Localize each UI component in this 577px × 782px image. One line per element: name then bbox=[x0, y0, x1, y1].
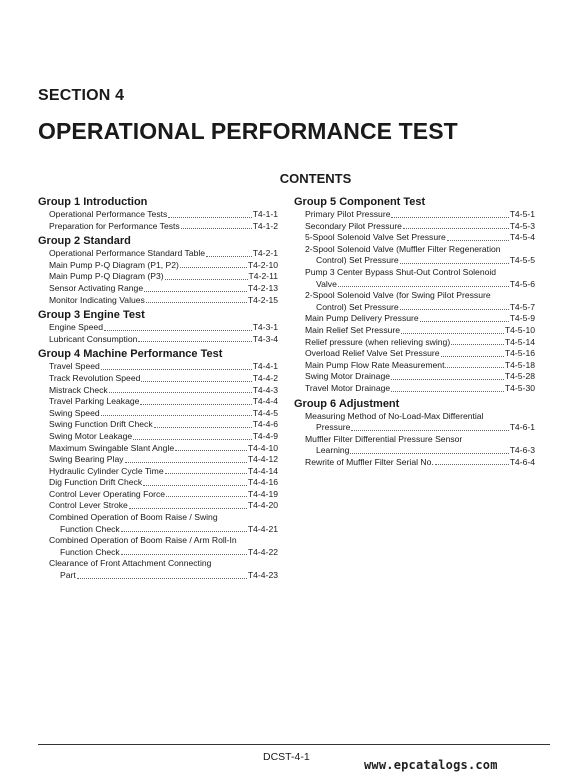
toc-entry[interactable] bbox=[38, 334, 278, 346]
dot-leader bbox=[138, 341, 251, 342]
dot-leader bbox=[391, 217, 508, 218]
toc-entry[interactable] bbox=[294, 244, 535, 267]
toc-entry[interactable] bbox=[38, 500, 278, 512]
toc-entry-text: Swing Motor Drainage bbox=[305, 371, 391, 382]
toc-group-title: Group 5 Component Test bbox=[294, 196, 426, 208]
toc-entry[interactable] bbox=[38, 260, 278, 272]
toc-entry-text: Overload Relief Valve Set Pressure bbox=[305, 348, 440, 359]
toc-entry[interactable] bbox=[294, 290, 535, 313]
toc-entry-text: Engine Speed bbox=[49, 322, 103, 333]
dot-leader bbox=[391, 379, 504, 380]
toc-entry-page: T4-4-19 bbox=[247, 488, 278, 499]
toc-entry-text: Mistrack Check bbox=[49, 384, 108, 395]
toc-entry[interactable] bbox=[294, 434, 535, 457]
toc-entry-page: T4-4-1 bbox=[252, 361, 278, 372]
toc-entry[interactable] bbox=[38, 295, 278, 307]
toc-group-title: Group 4 Machine Performance Test bbox=[38, 348, 223, 361]
toc-entry-page: T4-4-22 bbox=[247, 546, 278, 557]
toc-entry-text: Swing Bearing Play bbox=[49, 454, 124, 465]
toc-entry-text: Maximum Swingable Slant Angle bbox=[49, 442, 175, 453]
toc-entry-text-line1: Measuring Method of No-Load-Max Differential bbox=[305, 410, 484, 421]
toc-entry-page: T4-4-2 bbox=[252, 372, 278, 383]
toc-entry-text: Travel Speed bbox=[49, 361, 100, 372]
toc-entry-page: T4-4-9 bbox=[252, 430, 278, 441]
toc-entry[interactable] bbox=[38, 209, 278, 221]
toc-entry[interactable] bbox=[38, 408, 278, 420]
toc-entry-page: T4-1-2 bbox=[252, 220, 278, 231]
toc-entry-text: Pressure bbox=[316, 422, 351, 433]
toc-entry-page: T4-3-4 bbox=[252, 333, 278, 344]
dot-leader bbox=[403, 228, 509, 229]
toc-entry-page: T4-4-21 bbox=[247, 523, 278, 534]
toc-entry-text: Travel Motor Drainage bbox=[305, 382, 391, 393]
dot-leader bbox=[101, 415, 252, 416]
toc-entry-text-line1: Combined Operation of Boom Raise / Arm Roll-In bbox=[49, 535, 237, 546]
toc-entry[interactable] bbox=[38, 535, 278, 558]
toc-entry-text: Preparation for Performance Tests bbox=[49, 220, 180, 231]
toc-entry[interactable] bbox=[294, 371, 535, 383]
toc-entry-text: Main Pump Delivery Pressure bbox=[305, 313, 419, 324]
toc-entry-page: T4-5-28 bbox=[504, 371, 535, 382]
toc-entry-text: Lubricant Consumption bbox=[49, 333, 138, 344]
dot-leader bbox=[206, 256, 252, 257]
dot-leader bbox=[451, 344, 504, 345]
toc-entry-text: Monitor Indicating Values bbox=[49, 294, 145, 305]
dot-leader bbox=[104, 330, 252, 331]
toc-group-title: Group 1 Introduction bbox=[38, 196, 148, 208]
toc-entry-text: Control Lever Stroke bbox=[49, 500, 128, 511]
toc-entry[interactable] bbox=[38, 477, 278, 489]
toc-entry[interactable] bbox=[294, 457, 535, 469]
dot-leader bbox=[154, 427, 252, 428]
dot-leader bbox=[144, 291, 247, 292]
toc-entry-page: T4-2-11 bbox=[248, 271, 278, 282]
toc-entry[interactable] bbox=[38, 466, 278, 478]
toc-entry-page: T4-4-14 bbox=[247, 465, 278, 476]
dot-leader bbox=[146, 302, 247, 303]
toc-entry[interactable] bbox=[38, 558, 278, 581]
toc-group bbox=[38, 309, 278, 345]
toc-entry-text-line1: Combined Operation of Boom Raise / Swing bbox=[49, 512, 218, 523]
toc-entry[interactable] bbox=[38, 396, 278, 408]
toc-entry-page: T4-6-4 bbox=[509, 456, 535, 467]
toc-group bbox=[38, 196, 278, 232]
toc-entry[interactable] bbox=[38, 443, 278, 455]
page-number: DCST-4-1 bbox=[263, 751, 310, 763]
toc-entry[interactable] bbox=[38, 419, 278, 431]
toc-entry[interactable] bbox=[38, 361, 278, 373]
toc-entry-page: T4-5-14 bbox=[504, 336, 535, 347]
toc-entry-text: Main Relief Set Pressure bbox=[305, 324, 401, 335]
dot-leader bbox=[140, 404, 251, 405]
dot-leader bbox=[129, 508, 247, 509]
toc-entry-text: Operational Performance Tests bbox=[49, 209, 168, 219]
toc-entry-page: T4-2-1 bbox=[252, 248, 278, 259]
toc-entry-text: Control) Set Pressure bbox=[316, 301, 399, 312]
toc-column-left bbox=[38, 196, 278, 582]
dot-leader bbox=[350, 453, 508, 454]
toc-entry[interactable] bbox=[294, 411, 535, 434]
toc-entry-page: T4-2-13 bbox=[247, 282, 278, 293]
toc-entry[interactable] bbox=[38, 373, 278, 385]
toc-entry-text: Dig Function Drift Check bbox=[49, 477, 143, 488]
toc-entry[interactable] bbox=[38, 322, 278, 334]
toc-entry-text: Swing Motor Leakage bbox=[49, 430, 133, 441]
toc-entry[interactable] bbox=[38, 385, 278, 397]
toc-entry-page: T4-5-18 bbox=[504, 359, 535, 370]
toc-entry[interactable] bbox=[294, 360, 535, 372]
toc-entry[interactable] bbox=[294, 267, 535, 290]
toc-entry[interactable] bbox=[38, 271, 278, 283]
toc-entry-page: T4-2-10 bbox=[247, 259, 278, 270]
toc-entry-page: T4-5-4 bbox=[509, 232, 535, 243]
toc-entry-text: Main Pump Flow Rate Measurement bbox=[305, 359, 445, 370]
toc-entry-text-line1: Clearance of Front Attachment Connecting bbox=[49, 558, 212, 569]
toc-entry-text: Travel Parking Leakage bbox=[49, 396, 140, 407]
dot-leader bbox=[166, 496, 247, 497]
toc-group-title: Group 3 Engine Test bbox=[38, 309, 145, 322]
toc-entry-page: T4-4-5 bbox=[252, 407, 278, 418]
dot-leader bbox=[400, 309, 509, 310]
toc-entry-page: T4-5-6 bbox=[509, 278, 535, 289]
toc-group bbox=[38, 348, 278, 581]
toc-entry[interactable] bbox=[294, 348, 535, 360]
dot-leader bbox=[165, 473, 247, 474]
dot-leader bbox=[141, 381, 251, 382]
dot-leader bbox=[77, 578, 247, 579]
dot-leader bbox=[401, 333, 504, 334]
toc-entry-page: T4-4-16 bbox=[247, 477, 278, 488]
toc-entry-text-line1: 2-Spool Solenoid Valve (for Swing Pilot Pressure bbox=[305, 290, 491, 301]
toc-entry-text: Primary Pilot Pressure bbox=[305, 209, 391, 219]
dot-leader bbox=[447, 240, 509, 241]
toc-entry-page: T4-5-7 bbox=[509, 301, 535, 312]
toc-entry[interactable] bbox=[38, 454, 278, 466]
toc-entry[interactable] bbox=[38, 431, 278, 443]
toc-entry-page: T4-4-4 bbox=[252, 396, 278, 407]
toc-entry[interactable] bbox=[294, 221, 535, 233]
toc-entry-page: T4-5-1 bbox=[509, 209, 535, 219]
toc-entry-text-line1: Muffler Filter Differential Pressure Sensor bbox=[305, 433, 463, 444]
toc-entry-text: Rewrite of Muffler Filter Serial No. bbox=[305, 456, 434, 467]
toc-entry-page: T4-6-1 bbox=[509, 422, 535, 433]
contents-label: CONTENTS bbox=[279, 171, 352, 186]
toc-entry[interactable] bbox=[294, 383, 535, 395]
toc-entry-text: Relief pressure (when relieving swing) bbox=[305, 336, 451, 347]
toc-entry-page: T4-4-23 bbox=[247, 570, 278, 581]
toc-group bbox=[294, 196, 535, 395]
toc-entry-text: Main Pump P-Q Diagram (P1, P2) bbox=[49, 259, 179, 270]
toc-entry[interactable] bbox=[38, 283, 278, 295]
dot-leader bbox=[165, 279, 248, 280]
dot-leader bbox=[441, 356, 504, 357]
toc-entry-page: T4-3-1 bbox=[252, 322, 278, 333]
toc-entry[interactable] bbox=[294, 232, 535, 244]
toc-entry[interactable] bbox=[38, 489, 278, 501]
toc-entry-page: T4-5-5 bbox=[509, 255, 535, 266]
toc-entry-text-line1: Pump 3 Center Bypass Shut-Out Control Solenoid bbox=[305, 266, 497, 277]
dot-leader bbox=[445, 367, 503, 368]
dot-leader bbox=[121, 531, 247, 532]
toc-entry-text: Control) Set Pressure bbox=[316, 255, 399, 266]
toc-entry-text: Function Check bbox=[60, 546, 120, 557]
toc-entry[interactable] bbox=[294, 337, 535, 349]
toc-entry-text: Part bbox=[60, 570, 76, 581]
toc-entry-page: T4-5-30 bbox=[504, 382, 535, 393]
toc-entry-text: Learning bbox=[316, 445, 350, 456]
dot-leader bbox=[435, 464, 509, 465]
dot-leader bbox=[420, 321, 509, 322]
toc-entry-page: T4-4-12 bbox=[247, 454, 278, 465]
dot-leader bbox=[121, 554, 247, 555]
toc-entry-page: T4-5-9 bbox=[509, 313, 535, 324]
toc-entry-text: Operational Performance Standard Table bbox=[49, 248, 206, 259]
toc-entry-page: T4-6-3 bbox=[509, 445, 535, 456]
toc-entry[interactable] bbox=[38, 512, 278, 535]
dot-leader bbox=[101, 369, 252, 370]
toc-entry-text: Sensor Activating Range bbox=[49, 282, 144, 293]
toc-entry-text: Control Lever Operating Force bbox=[49, 488, 166, 499]
toc-entry-text: Swing Speed bbox=[49, 407, 100, 418]
toc-entry-text-line1: 2-Spool Solenoid Valve (Muffler Filter Regeneration bbox=[305, 243, 501, 254]
toc-group-title: Group 6 Adjustment bbox=[294, 397, 400, 410]
dot-leader bbox=[133, 439, 252, 440]
dot-leader bbox=[400, 263, 509, 264]
toc-entry-page: T4-5-10 bbox=[504, 324, 535, 335]
toc-entry-text: Swing Function Drift Check bbox=[49, 419, 153, 430]
dot-leader bbox=[125, 462, 247, 463]
toc-entry[interactable] bbox=[38, 248, 278, 260]
toc-entry[interactable] bbox=[294, 313, 535, 325]
toc-entry[interactable] bbox=[294, 209, 535, 221]
toc-entry-page: T4-4-3 bbox=[252, 384, 278, 395]
dot-leader bbox=[175, 450, 247, 451]
toc-entry-page: T4-4-6 bbox=[252, 419, 278, 430]
dot-leader bbox=[168, 217, 251, 218]
toc-entry-page: T4-4-20 bbox=[247, 500, 278, 511]
dot-leader bbox=[143, 485, 247, 486]
toc-column-right bbox=[294, 196, 535, 468]
toc-entry-text: Main Pump P-Q Diagram (P3) bbox=[49, 271, 164, 282]
dot-leader bbox=[351, 430, 508, 431]
toc-entry-page: T4-1-1 bbox=[252, 209, 278, 219]
page-title: OPERATIONAL PERFORMANCE TEST bbox=[38, 118, 458, 144]
section-label: SECTION 4 bbox=[38, 87, 125, 104]
toc-group bbox=[38, 235, 278, 306]
dot-leader bbox=[180, 267, 247, 268]
toc-group bbox=[294, 398, 535, 469]
toc-entry-text: 5-Spool Solenoid Valve Set Pressure bbox=[305, 232, 446, 243]
watermark: www.epcatalogs.com bbox=[364, 758, 498, 772]
toc-entry-page: T4-5-16 bbox=[504, 348, 535, 359]
toc-entry[interactable] bbox=[38, 221, 278, 233]
toc-entry-text: Track Revolution Speed bbox=[49, 372, 141, 383]
toc-entry[interactable] bbox=[294, 325, 535, 337]
toc-entry-text: Valve bbox=[316, 278, 337, 289]
dot-leader bbox=[109, 392, 252, 393]
contents-heading bbox=[0, 170, 577, 188]
dot-leader bbox=[391, 391, 504, 392]
toc-entry-page: T4-4-10 bbox=[247, 442, 278, 453]
toc-group-title: Group 2 Standard bbox=[38, 235, 131, 248]
toc-entry-page: T4-5-3 bbox=[509, 220, 535, 231]
toc-entry-text: Secondary Pilot Pressure bbox=[305, 220, 402, 231]
toc-entry-text: Hydraulic Cylinder Cycle Time bbox=[49, 465, 164, 476]
dot-leader bbox=[181, 228, 252, 229]
toc-entry-page: T4-2-15 bbox=[247, 294, 278, 305]
toc-entry-text: Function Check bbox=[60, 523, 120, 534]
dot-leader bbox=[338, 286, 509, 287]
footer-divider bbox=[38, 744, 550, 745]
